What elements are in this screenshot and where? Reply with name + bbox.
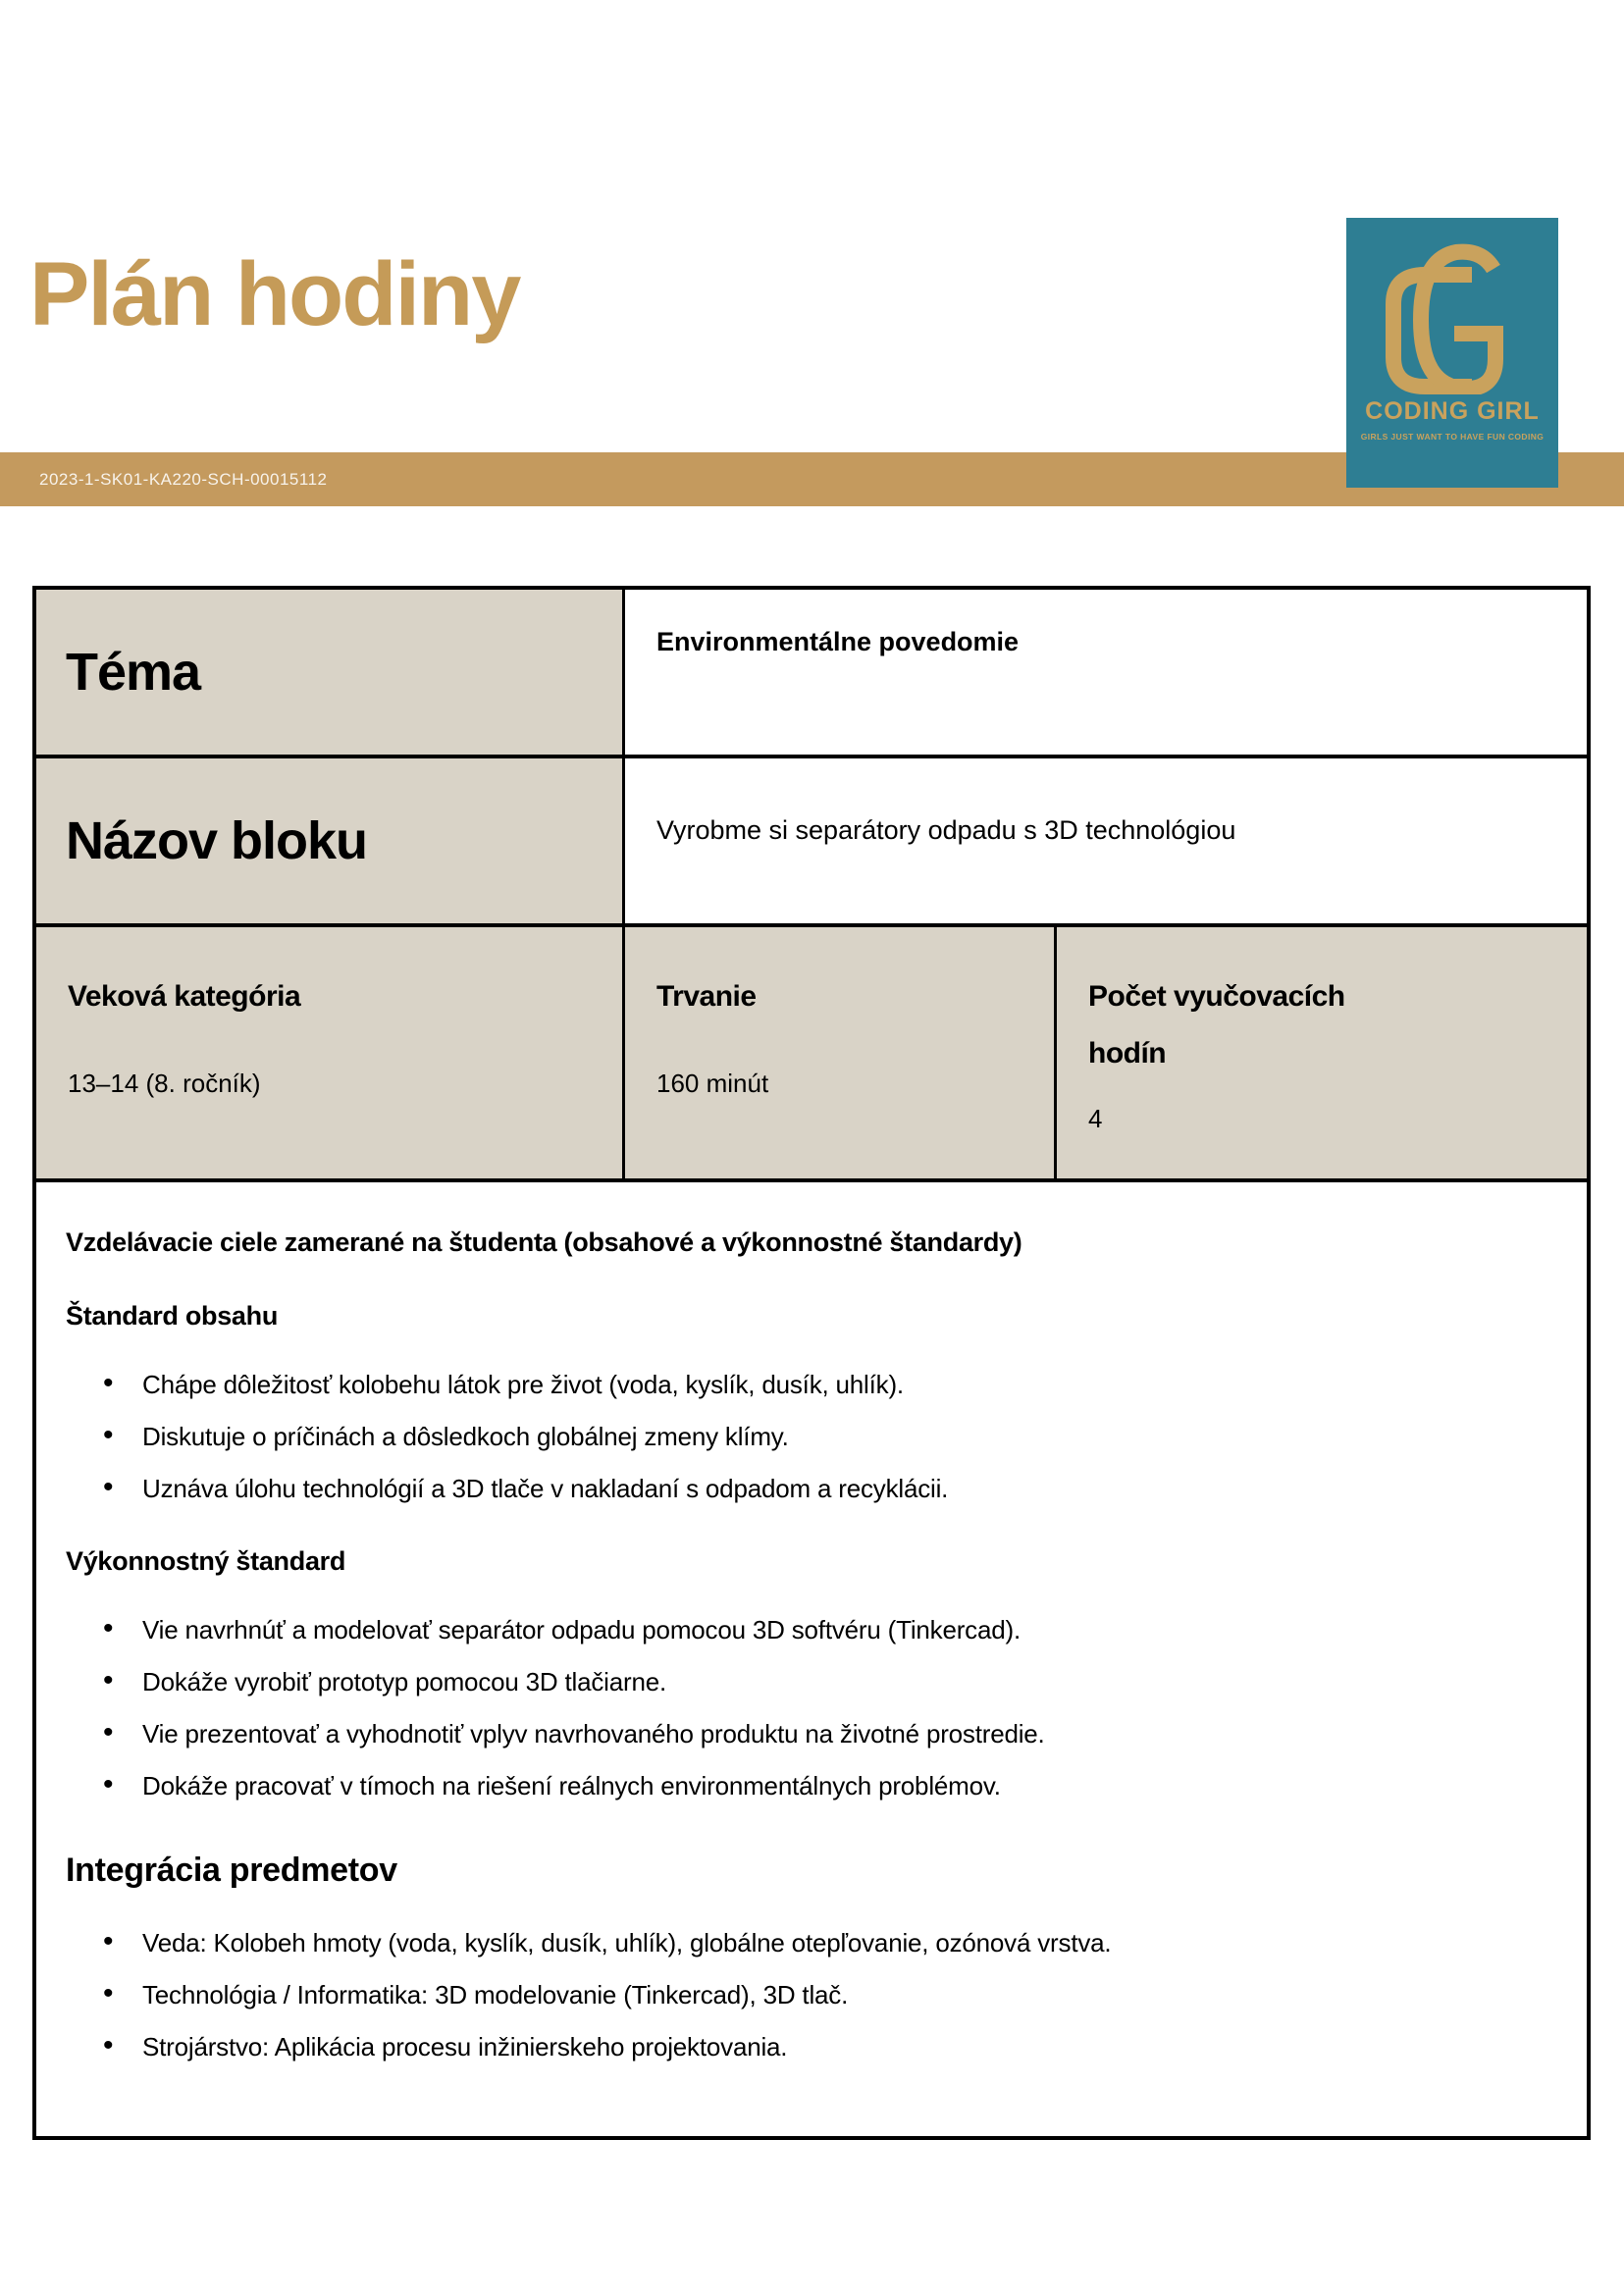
- pocet-hodin-value: 4: [1088, 1104, 1103, 1133]
- list-item: • Uznáva úlohu technológií a 3D tlače v nakladaní s odpadom a recyklácii.: [66, 1475, 1544, 1503]
- list-item: • Strojárstvo: Aplikácia procesu inžinierskeho projektovania.: [66, 2033, 1544, 2061]
- table-row-nazov-bloku: [36, 758, 1587, 927]
- page-title: Plán hodiny: [29, 244, 520, 344]
- coding-girl-logo: [1346, 218, 1558, 488]
- gc-monogram-icon: [1346, 218, 1558, 394]
- list-item: • Chápe dôležitosť kolobehu látok pre život (voda, kyslík, dusík, uhlík).: [66, 1371, 1544, 1399]
- logo-name: CODING GIRL: [1365, 397, 1540, 425]
- list-item: • Dokáže pracovať v tímoch na riešení reálnych environmentálnych problémov.: [66, 1772, 1544, 1800]
- integracia-predmetov-heading: Integrácia predmetov: [66, 1852, 397, 1889]
- trvanie-cell: [622, 927, 1054, 1178]
- standard-obsahu-list: [66, 1371, 1544, 1503]
- logo-tagline: GIRLS JUST WANT TO HAVE FUN CODING: [1360, 432, 1545, 442]
- lesson-plan-table: [32, 586, 1591, 2140]
- vykonnostny-standard-list: [66, 1616, 1544, 1800]
- table-row-goals: [36, 1182, 1587, 2136]
- project-code: 2023-1-SK01-KA220-SCH-00015112: [39, 470, 328, 489]
- trvanie-value: 160 minút: [656, 1069, 769, 1098]
- goals-heading: Vzdelávacie ciele zamerané na študenta (obsahové a výkonnostné štandardy): [66, 1227, 1022, 1257]
- vykonnostny-standard-heading: Výkonnostný štandard: [66, 1546, 346, 1576]
- list-item: • Vie navrhnúť a modelovať separátor odpadu pomocou 3D softvéru (Tinkercad).: [66, 1616, 1544, 1644]
- tema-label: Téma: [36, 590, 622, 755]
- list-item: • Vie prezentovať a vyhodnotiť vplyv navrhovaného produktu na životné prostredie.: [66, 1720, 1544, 1748]
- nazov-bloku-value: Vyrobme si separátory odpadu s 3D technológiou: [622, 758, 1587, 923]
- list-item: • Technológia / Informatika: 3D modelovanie (Tinkercad), 3D tlač.: [66, 1981, 1544, 2009]
- pocet-hodin-label: Počet vyučovacích hodín: [1088, 980, 1345, 1070]
- standard-obsahu-heading: Štandard obsahu: [66, 1301, 279, 1331]
- list-item: • Veda: Kolobeh hmoty (voda, kyslík, dusík, uhlík), globálne otepľovanie, ozónová vrstva.: [66, 1929, 1544, 1957]
- integracia-predmetov-list: [66, 1929, 1544, 2061]
- vekova-kategoria-value: 13–14 (8. ročník): [68, 1069, 261, 1098]
- table-row-tema: [36, 590, 1587, 758]
- list-item: • Diskutuje o príčinách a dôsledkoch globálnej zmeny klímy.: [66, 1423, 1544, 1451]
- trvanie-label: Trvanie: [656, 980, 757, 1013]
- table-row-meta: [36, 927, 1587, 1182]
- vekova-kategoria-cell: [36, 927, 622, 1178]
- nazov-bloku-label: Názov bloku: [36, 758, 622, 923]
- vekova-kategoria-label: Veková kategória: [68, 980, 301, 1013]
- list-item: • Dokáže vyrobiť prototyp pomocou 3D tlačiarne.: [66, 1668, 1544, 1696]
- goals-cell: [36, 1182, 1587, 2136]
- pocet-hodin-cell: [1054, 927, 1587, 1178]
- tema-value: Environmentálne povedomie: [622, 590, 1587, 755]
